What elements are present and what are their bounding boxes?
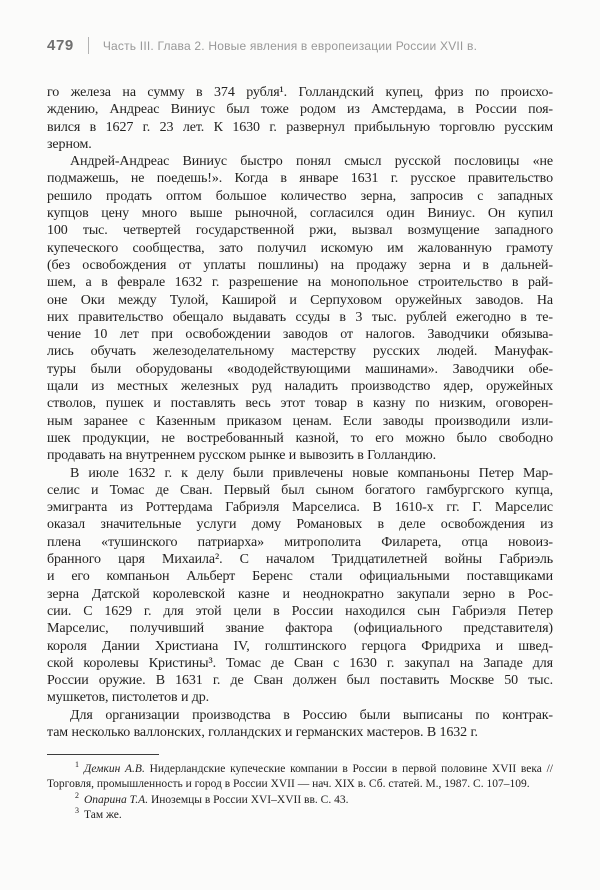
- running-header-title: Часть III. Глава 2. Новые явления в европеизации России XVII в.: [102, 38, 478, 53]
- text-line: 100 тыс. четвертей государственной ржи, вызвал возмущение западного: [47, 223, 553, 239]
- footnote-marker: 2: [75, 790, 79, 800]
- text-line: бранного царя Михаила². С началом Тридцатилетней войны Габриэль: [47, 552, 553, 568]
- text-line: шек продукции, не востребованный казной, то его можно было свободно: [47, 430, 553, 446]
- text-line: вился в 1627 г. 23 лет. К 1630 г. развернул прибыльную торговлю русским: [47, 119, 553, 135]
- text-line: ской королевы Кристины³. Томас де Сван с 1630 г. закупал на Западе для: [47, 655, 553, 671]
- text-line: оказал значительные услуги дому Романовых в деле освобождения из: [47, 517, 553, 533]
- header-divider: [88, 37, 89, 54]
- text-line: мушкетов, пистолетов и др.: [47, 690, 210, 706]
- text-line: эмигранта из Роттердама Габриэля Марселиса. В 1610-х гг. Г. Марселис: [47, 500, 553, 516]
- footnote-marker: 3: [75, 806, 79, 816]
- text-line: зерном.: [47, 136, 92, 152]
- text-line: и его компаньон Альберт Беренс стали официальными поставщиками: [47, 569, 553, 585]
- text-line: щали из местных железных руд наладить производство ядер, оружейных: [47, 379, 553, 395]
- page-number: 479: [47, 37, 74, 54]
- text-line: купцов цену много выше рыночной, согласился один Виниус. Он купил: [47, 206, 553, 222]
- footnote-separator: [47, 754, 159, 755]
- text-line: го железа на сумму в 374 рубля¹. Голландский купец, фриз по происхо-: [47, 85, 553, 100]
- text-line: сии. С 1629 г. для этой цели в России находился сын Габриэля Петер: [47, 603, 553, 619]
- text-line: них правительство обещало выдавать ссуды в 3 тыс. рублей ежегодно в те-: [47, 309, 553, 325]
- text-line: России оружие. В 1631 г. де Сван должен был поставить Москве 50 тыс.: [47, 673, 553, 689]
- text-line: плена «тушинского патриарха» митрополита Филарета, отца новоиз-: [47, 534, 553, 550]
- text-line: купеческого сообщества, зато получил искомую им жалованную грамоту: [47, 240, 553, 256]
- footnote-marker: 1: [75, 760, 79, 770]
- text-line: стволов, пушек и поставлять весь этот товар в казну по низким, оговорен-: [47, 396, 553, 412]
- text-line: ным заранее с Казенным приказом ценам. Если заводы производили изли-: [47, 413, 553, 429]
- footnotes: [47, 762, 553, 824]
- text-line: подмажешь, не поедешь!». Когда в январе 1631 г. русское правительство: [47, 171, 553, 187]
- text-line: ждению, Андреас Виниус был тоже родом из Амстердама, в России поя-: [47, 102, 553, 118]
- text-line: там несколько валлонских, голландских и германских мастеров. В 1632 г.: [47, 724, 478, 740]
- text-line: Марселис, получивший звание фактора (официального представителя): [47, 621, 553, 637]
- page-header: [47, 37, 553, 54]
- text-line: решило продать оптом большое количество зерна, запросив с западных: [47, 188, 553, 204]
- footnote: $^2$ Опарина Т.А. Иноземцы в России XVI–XVII вв. С. 43.: [75, 790, 349, 806]
- text-line: продавать на внутреннем русском рынке и вывозить в Голландию.: [47, 448, 437, 464]
- text-line: оне Оки между Тулой, Каширой и Серпуховом оружейных заводов. На: [47, 292, 553, 308]
- text-line: (без освобождения от уплаты пошлины) на продажу зерна и в дальней-: [47, 257, 553, 273]
- body-text: [47, 84, 553, 741]
- footnote-author: Демкин А.В.: [84, 763, 150, 775]
- text-line: шем, а в феврале 1632 г. разрешение на монопольное строительство в рай-: [47, 275, 553, 291]
- text-line: Для организации производства в Россию были выписаны по контрак-: [70, 707, 553, 723]
- text-line: Андрей-Андреас Виниус быстро понял смысл русской пословицы «не: [70, 154, 553, 170]
- text-line: зерна Датской королевской казне и неоднократно закупали зерно в Рос-: [47, 586, 553, 602]
- text-line: лись обучать железоделательному мастерству русских людей. Мануфак-: [47, 344, 553, 360]
- footnote: $^1$ Демкин А.В. Нидерландские купеческие компании в России в первой половине XVII века // Торговля, промышленность и город в России XVII — нач. XIX в. Сб. статей. М., 1987. С. 107–109.: [47, 760, 553, 791]
- text-line: селис и Томас де Сван. Первый был сыном богатого гамбургского купца,: [47, 482, 553, 498]
- text-line: короля Дании Христиана IV, голштинского герцога Фридриха и швед-: [47, 638, 553, 654]
- footnote-author: Опарина Т.А.: [84, 793, 151, 806]
- text-line: туры были оборудованы «вододействующими машинами». Заводчики обе-: [47, 361, 553, 377]
- footnote: $^3$ Там же.: [75, 806, 122, 822]
- text-line: В июле 1632 г. к делу были привлечены новые компаньоны Петер Мар-: [70, 465, 553, 481]
- text-line: чение 10 лет при освобождении заводов от налогов. Заводчики обязыва-: [47, 327, 553, 343]
